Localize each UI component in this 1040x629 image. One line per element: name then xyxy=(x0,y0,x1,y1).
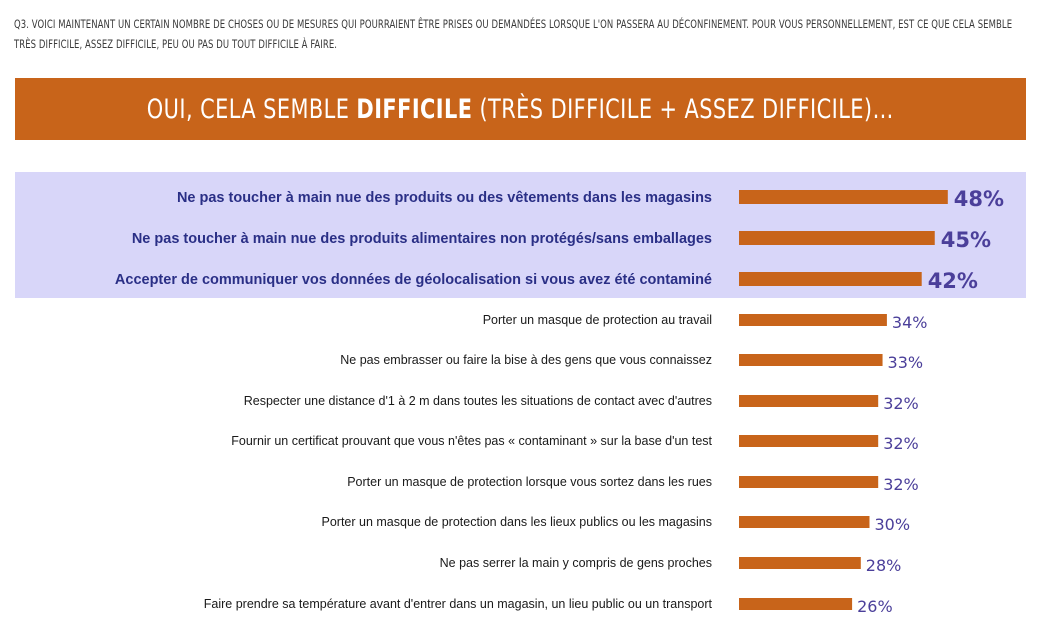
value-label: 30% xyxy=(874,515,911,534)
category-label: Ne pas toucher à main nue des produits ou des vêtements dans les magasins xyxy=(176,190,712,206)
category-label: Ne pas serrer la main y compris de gens proches xyxy=(439,556,712,570)
bar xyxy=(739,516,870,528)
bar xyxy=(739,314,887,326)
bar xyxy=(739,272,922,286)
question-text: Q3. VOICI MAINTENANT UN CERTAIN NOMBRE DE CHOSES OU DE MESURES QUI POURRAIENT ÊTRE PRISES OU DEMANDÉES LORSQUE L'ON PASSERA AU DÉCONFINEMENT. POUR VOUS PERSONNELLEMENT, EST CE QUE CELA SEMBLE TRÈS DIFFICILE, ASSEZ DIFFICILE, PEU OU PAS DU TOUT DIFFICILE À FAIRE. xyxy=(14,17,1013,51)
category-label: Ne pas embrasser ou faire la bise à des gens que vous connaissez xyxy=(340,353,712,367)
category-label: Porter un masque de protection au travail xyxy=(482,313,712,327)
value-label: 32% xyxy=(883,434,919,453)
value-label: 28% xyxy=(865,556,902,575)
bar xyxy=(739,476,878,488)
value-label: 34% xyxy=(891,313,928,332)
value-label: 32% xyxy=(883,394,919,413)
value-label: 32% xyxy=(883,475,919,494)
bar xyxy=(739,557,861,569)
bar xyxy=(739,190,948,204)
banner-title-part2: (TRÈS DIFFICILE + ASSEZ DIFFICILE)… xyxy=(472,93,895,125)
category-label: Porter un masque de protection lorsque vous sortez dans les rues xyxy=(347,475,712,489)
category-label: Fournir un certificat prouvant que vous n'êtes pas « contaminant » sur la base d'un test xyxy=(231,434,712,448)
category-label: Faire prendre sa température avant d'entrer dans un magasin, un lieu public ou un transport xyxy=(203,597,712,611)
banner-title-part1: OUI, CELA SEMBLE xyxy=(146,93,357,125)
value-label: 45% xyxy=(940,228,992,252)
bar xyxy=(739,231,935,245)
category-label: Accepter de communiquer vos données de géolocalisation si vous avez été contaminé xyxy=(114,272,712,288)
value-label: 42% xyxy=(927,269,978,293)
bar xyxy=(739,598,852,610)
category-label: Ne pas toucher à main nue des produits alimentaires non protégés/sans emballages xyxy=(131,231,712,247)
value-label: 48% xyxy=(953,187,1005,211)
bar xyxy=(739,435,878,447)
banner-title-bold: DIFFICILE xyxy=(356,93,473,125)
category-label: Porter un masque de protection dans les lieux publics ou les magasins xyxy=(321,515,712,529)
value-label: 33% xyxy=(887,353,924,372)
bar xyxy=(739,354,883,366)
category-label: Respecter une distance d'1 à 2 m dans toutes les situations de contact avec d'autres xyxy=(243,394,712,408)
bar xyxy=(739,395,878,407)
value-label: 26% xyxy=(857,597,893,616)
